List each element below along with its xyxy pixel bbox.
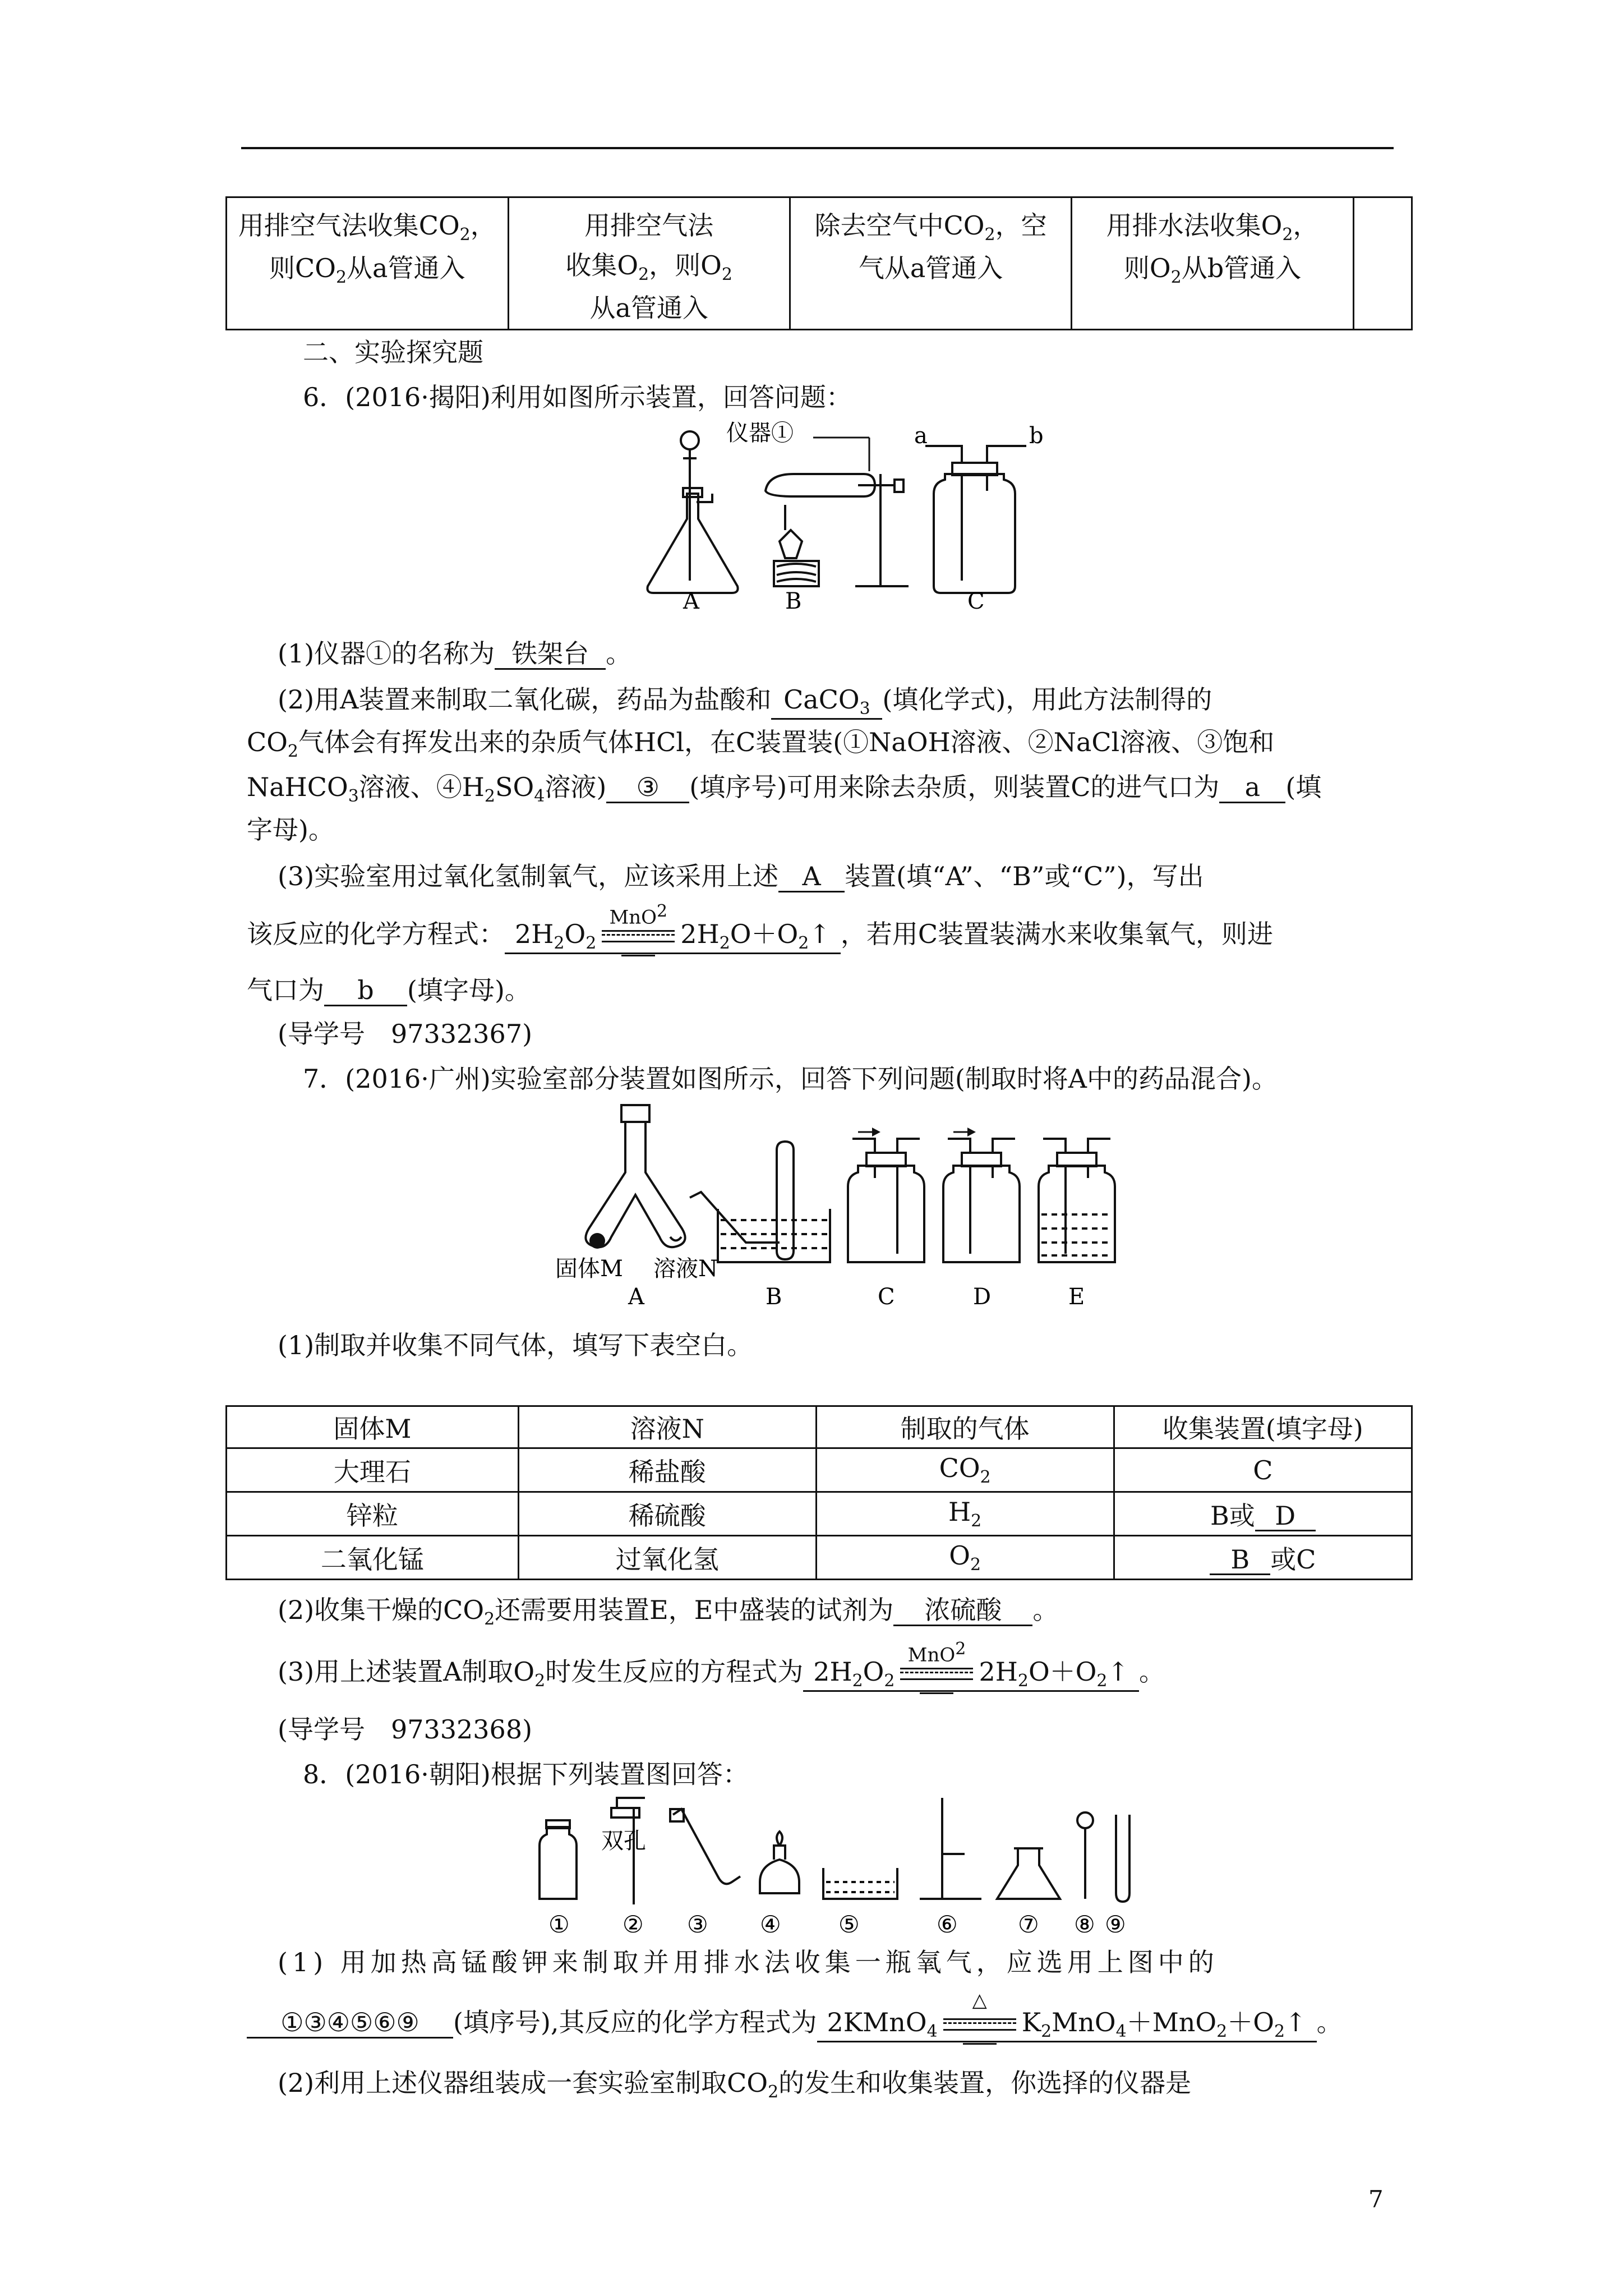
q6-p2-line3: NaHCO$_3$溶液、$④H_2SO_4$溶液) ③ (填序号)可用来除去杂质，则装置C的进气口为 a (填 [247, 772, 1322, 807]
section-title: 二、实验探究题 [303, 337, 483, 367]
q8-stem: 8．(2016·朝阳)根据下列装置图回答： [303, 1759, 749, 1789]
q7-p2: (2)收集干燥的$CO_2$还需要用装置E，E中盛装的试剂为 浓硫酸 。 [278, 1595, 1059, 1630]
table-cell: 二氧化锰 [227, 1536, 519, 1580]
table-header: 溶液N [518, 1406, 816, 1448]
q6-p2-line4: 字母)。 [247, 815, 334, 845]
q6-p3-line1: (3)实验室用过氧化氢制氧气，应该采用上述 A 装置(填“A”、“B”或“C”)，写出 [278, 861, 1204, 891]
header-rule [241, 147, 1394, 149]
label-e: E [1068, 1284, 1085, 1310]
label-a: A [628, 1284, 644, 1310]
item-7-flask [997, 1848, 1060, 1899]
q6-answer-3: ③ [606, 773, 689, 803]
q6-answer-6: b [324, 976, 407, 1006]
apparatus-a [647, 431, 737, 593]
table-row [227, 1492, 1412, 1536]
apparatus-c [848, 1139, 924, 1262]
item-9-tube [1116, 1815, 1129, 1902]
top-table-cell-empty [1353, 197, 1412, 330]
label-2: ② [623, 1911, 644, 1938]
table-header: 制取的气体 [816, 1406, 1114, 1448]
q7-stem: 7．(2016·广州)实验室部分装置如图所示，回答下列问题(制取时将A中的药品混合)。 [303, 1064, 1278, 1094]
q6-equation: $2H_2O_2$ MnO$^2$ $2H_2O+O_2↑$ [505, 920, 841, 954]
table-header: 固体M [227, 1406, 519, 1448]
q7-equation: $2H_2O_2$ MnO$^2$ $2H_2O+O_2↑$ [803, 1658, 1139, 1692]
q6-p2-line1: (2)用A装置来制取二氧化碳，药品为盐酸和 CaCO$_3$ (填化学式)，用此方法制得的 [278, 684, 1212, 719]
q8-p2: (2)利用上述仪器组装成一套实验室制取$CO_2$的发生和收集装置，你选择的仪器是 [278, 2068, 1192, 2102]
label-8: ⑧ [1074, 1911, 1095, 1938]
label-instrument: 仪器① [726, 420, 794, 446]
q8-equation: 2KMnO$_4$ △ $K_2MnO_4+MnO_2+O_2↑$ [817, 2008, 1317, 2042]
page-number: 7 [1368, 2185, 1384, 2213]
q6-p2-line2: $CO_2$气体会有挥发出来的杂质气体HCl，在C装置装(①NaOH溶液、②NaCl溶液、③饱和 [247, 727, 1275, 762]
label-d: D [973, 1284, 992, 1310]
table-header: 收集装置(填字母) [1114, 1406, 1412, 1448]
label-b: B [766, 1284, 782, 1310]
q6-p3-line3: 气口为 b (填字母)。 [247, 975, 531, 1005]
apparatus-b [690, 1142, 830, 1262]
apparatus-b [766, 474, 909, 586]
table-cell: 稀硫酸 [518, 1492, 816, 1536]
q6-answer-1: 铁架台 [495, 639, 606, 670]
item-6-stand [920, 1798, 981, 1899]
top-table-cell: 用排空气法 收集$O_2$，则$O_2$ 从a管通入 [508, 197, 790, 330]
label-double-hole: 双孔 [601, 1828, 646, 1854]
label-solution: 溶液N [653, 1256, 718, 1282]
apparatus-d [943, 1139, 1020, 1262]
label-9: ⑨ [1105, 1911, 1126, 1938]
table-cell: C [1114, 1448, 1412, 1492]
table-cell: 过氧化氢 [518, 1536, 816, 1580]
q6-p3-line2: 该反应的化学方程式： $2H_2O_2$ MnO$^2$ $2H_2O+O_2↑$ ，若用C装置装满水来收集氧气，则进 [247, 920, 1273, 954]
q8-p1-line2: ①③④⑤⑥⑨ (填序号),其反应的化学方程式为 2KMnO$_4$ △ $K_2MnO_4+MnO_2+O_2↑$ 。 [247, 2008, 1343, 2042]
table-cell: B 或C [1114, 1536, 1412, 1580]
table-row [227, 1448, 1412, 1492]
q7-answer-d: D [1255, 1502, 1316, 1532]
q6-answer-5: A [778, 862, 845, 892]
item-5-trough [823, 1868, 897, 1899]
table-cell: $O_2$ [816, 1536, 1114, 1580]
apparatus-a [585, 1105, 685, 1247]
q7-table [225, 1405, 1413, 1580]
table-row [227, 1536, 1412, 1580]
table-cell: 稀盐酸 [518, 1448, 816, 1492]
apparatus-e [1039, 1139, 1115, 1262]
label-a: A [683, 588, 699, 614]
q7-answer-reagent: 浓硫酸 [893, 1596, 1032, 1626]
label-solid: 固体M [555, 1256, 623, 1282]
q6-stem: 6．(2016·揭阳)利用如图所示装置，回答问题： [303, 382, 852, 412]
q6-p1: (1)仪器①的名称为 铁架台 。 [278, 638, 632, 669]
label-6: ⑥ [937, 1911, 958, 1938]
label-7: ⑦ [1018, 1911, 1039, 1938]
item-8-funnel [1077, 1812, 1093, 1828]
top-table-cell: 用排水法收集$O_2$， 则$O_2$从b管通入 [1072, 197, 1353, 330]
q7-p1: (1)制取并收集不同气体，填写下表空白。 [278, 1330, 753, 1360]
q7-p3: (3)用上述装置A制取$O_2$时发生反应的方程式为 $2H_2O_2$ MnO$^2$ $2H_2O+O_2↑$ 。 [278, 1658, 1165, 1692]
apparatus-c [925, 446, 1026, 593]
q8-figure [538, 1792, 1133, 1938]
label-4: ④ [760, 1911, 781, 1938]
label-1: ① [548, 1911, 570, 1938]
q6-guide: (导学号 97332367) [278, 1019, 533, 1049]
label-c: C [967, 588, 985, 614]
table-cell: 锌粒 [227, 1492, 519, 1536]
q6-figure [634, 418, 1060, 614]
item-1-bottle [540, 1827, 577, 1899]
top-table [225, 196, 1413, 330]
table-cell: 大理石 [227, 1448, 519, 1492]
q6-answer-4: a [1219, 773, 1285, 803]
item-2-stopper [611, 1808, 639, 1818]
label-5: ⑤ [838, 1911, 860, 1938]
top-table-cell: 用排空气法收集$CO_2$， 则$CO_2$从a管通入 [227, 197, 509, 330]
label-c: C [878, 1284, 895, 1310]
top-table-cell: 除去空气中$CO_2$，空 气从a管通入 [790, 197, 1072, 330]
q7-figure [555, 1099, 1150, 1313]
q6-answer-2: CaCO$_3$ [771, 685, 882, 720]
q7-answer-b: B [1210, 1545, 1270, 1576]
label-port-a: a [914, 423, 928, 449]
label-port-b: b [1029, 423, 1044, 449]
label-3: ③ [687, 1911, 708, 1938]
q7-guide: (导学号 97332368) [278, 1714, 533, 1745]
label-b: B [785, 588, 802, 614]
q8-answer-1: ①③④⑤⑥⑨ [247, 2008, 453, 2039]
item-4-lamp [760, 1860, 799, 1893]
table-cell: B或 D [1114, 1492, 1412, 1536]
q8-p1-line1: (1) 用加热高锰酸钾来制取并用排水法收集一瓶氧气，应选用上图中的 [278, 1947, 1219, 1977]
table-cell: $CO_2$ [816, 1448, 1114, 1492]
table-cell: $H_2$ [816, 1492, 1114, 1536]
